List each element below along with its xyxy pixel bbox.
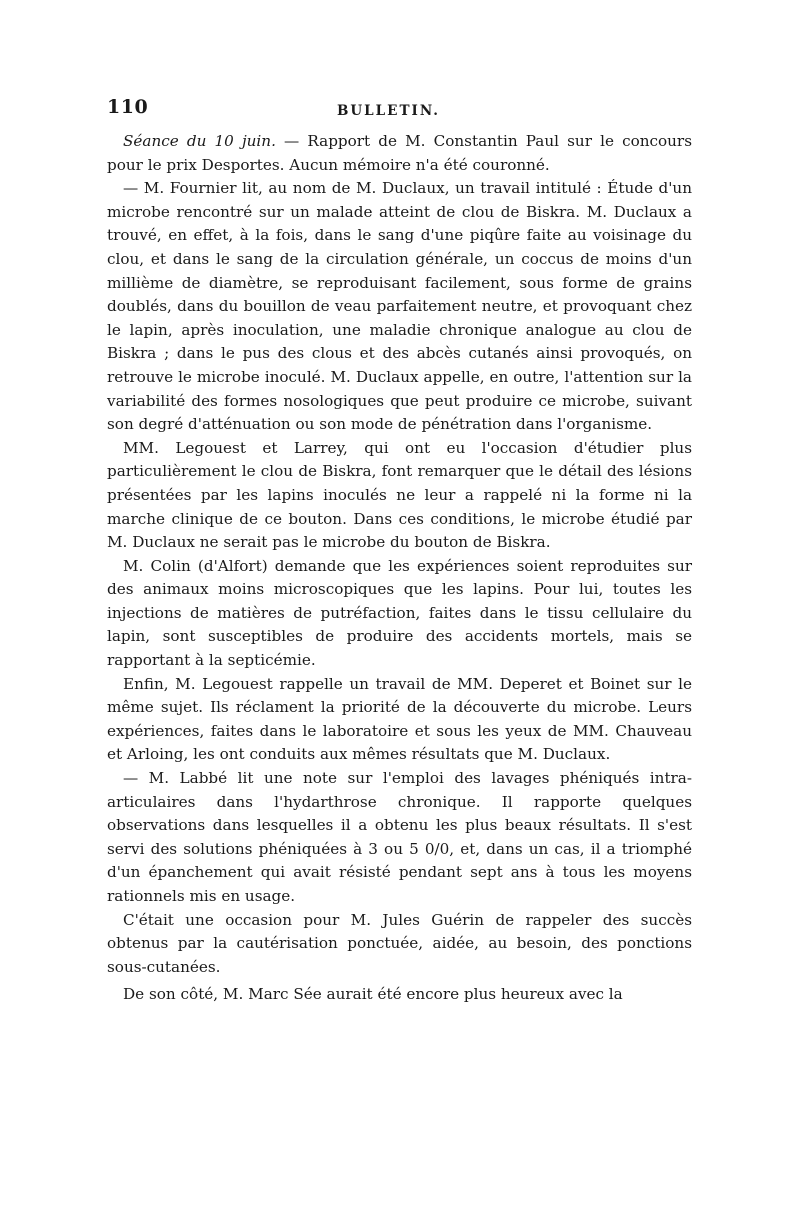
paragraph-labbe: — M. Labbé lit une note sur l'emploi des lavages phéniqués intra-articulaires dans l'hydarthrose chronique. Il rapporte quelques observations dans lesquelles il a obtenu les plus beaux résultats. Il s'est servi des solutions phéniquées à 3 ou 5 0/0, et, dans un cas, il a triomphé d'un épanchement qui avait résisté pendant sept ans à tous les moyens rationnels mis en usage. xyxy=(107,769,692,905)
session-date-label: Séance du 10 juin. xyxy=(123,132,276,150)
paragraph-legouest-larrey: MM. Legouest et Larrey, qui ont eu l'occasion d'étudier plus particulièrement le clou de Biskra, font remarquer que le détail des lésions présentées par les lapins inoculés ne leur a rappelé ni la forme ni la marche clinique de ce bouton. Dans ces conditions, le microbe étudié par M. Duclaux ne serait pas le microbe du bouton de Biskra. xyxy=(107,438,692,552)
paragraph-seance xyxy=(107,130,692,177)
paragraph-colin: M. Colin (d'Alfort) demande que les expériences soient reproduites sur des animaux moins microscopiques que les lapins. Pour lui, toutes les injections de matières de putréfaction, faites dans le tissu cellulaire du lapin, sont susceptibles de produire des accidents mortels, mais se rapportant à la septicémie. xyxy=(107,556,692,670)
page-number: 110 xyxy=(107,96,149,118)
paragraph-marc-see: De son côté, M. Marc Sée aurait été encore plus heureux avec la xyxy=(123,985,623,1004)
paragraph-fournier: — M. Fournier lit, au nom de M. Duclaux, un travail intitulé : Étude d'un microbe rencontré sur un malade atteint de clou de Biskra. M. Duclaux a trouvé, en effet, à la fois, dans le sang d'une piqûre faite au voisinage du clou, et dans le sang de la circulation générale, un coccus de moins d'un millième de diamètre, se reproduisant facilement, sous forme de grains doublés, dans du bouillon de veau parfaitement neutre, et provoquant chez le lapin, après inoculation, une maladie chronique analogue au clou de Biskra ; dans le pus des clous et des abcès cutanés ainsi provoqués, on retrouve le microbe inoculé. M. Duclaux appelle, en outre, l'attention sur la variabilité des formes nosologiques que peut produire ce microbe, suivant son degré d'atténuation ou son mode de pénétration dans l'organisme. xyxy=(107,179,692,434)
page-header xyxy=(107,96,692,130)
paragraph-seance-text: — Rapport de M. Constantin Paul sur le concours pour le prix Desportes. Aucun mémoire n'a été couronné. xyxy=(107,132,692,174)
paragraph-legouest-priority: Enfin, M. Legouest rappelle un travail de MM. Deperet et Boinet sur le même sujet. Ils réclament la priorité de la découverte du microbe. Leurs expériences, faites dans le laboratoire et sous les yeux de MM. Chauveau et Arloing, les ont conduits aux mêmes résultats que M. Duclaux. xyxy=(107,674,692,764)
paragraph-guerin: C'était une occasion pour M. Jules Guérin de rappeler des succès obtenus par la cautérisation ponctuée, aidée, au besoin, des ponctions sous-cutanées. xyxy=(107,910,692,976)
document-page xyxy=(107,96,692,1007)
running-head: BULLETIN. xyxy=(337,103,440,119)
